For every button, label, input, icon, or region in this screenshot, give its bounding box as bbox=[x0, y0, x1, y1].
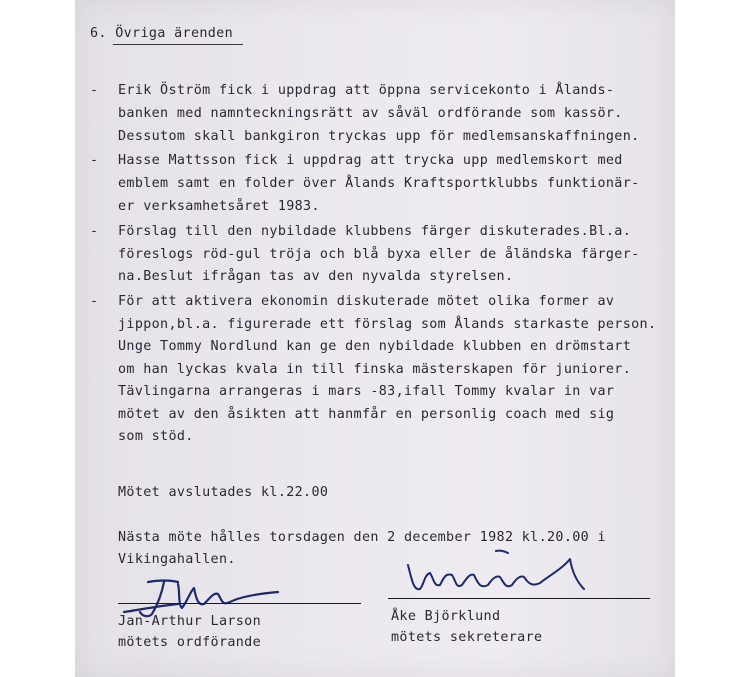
item-3-line-2: föreslogs röd-gul tröja och blå byxa eller de åländska färger- bbox=[118, 247, 640, 262]
item-2-line-2: emblem samt en folder över Ålands Kraftsportklubbs funktionär- bbox=[118, 176, 640, 191]
item-4-dash: - bbox=[90, 294, 99, 309]
item-1-line-2: banken med namnteckningsrätt av såväl ordförande som kassör. bbox=[118, 106, 623, 121]
meeting-adjourned: Mötet avslutades kl.22.00 bbox=[118, 485, 329, 500]
next-meeting-line-1: Nästa möte hålles torsdagen den 2 december 1982 kl.20.00 i bbox=[118, 530, 606, 545]
item-2-line-3: er verksamhetsåret 1983. bbox=[118, 199, 320, 214]
item-4-line-7: som stöd. bbox=[118, 429, 194, 444]
item-1-line-1: Erik Öström fick i uppdrag att öppna servicekonto i Ålands- bbox=[118, 83, 615, 98]
item-3-line-1: Förslag till den nybildade klubbens färger diskuterades.Bl.a. bbox=[118, 224, 632, 239]
item-1-line-3: Dessutom skall bankgiron tryckas upp för medlemsanskaffningen. bbox=[118, 129, 640, 144]
secretary-name: Åke Björklund bbox=[391, 609, 501, 624]
item-4-line-1: För att aktivera ekonomin diskuterade mötet olika former av bbox=[118, 294, 615, 309]
chairman-signature bbox=[118, 570, 288, 620]
chairman-name: Jan-Arthur Larson bbox=[118, 614, 262, 629]
item-4-line-4: om han lyckas kvala in till finska mästerskapen för juniorer. bbox=[118, 362, 632, 377]
secretary-signature bbox=[400, 545, 600, 600]
item-4-line-6: mötet av den åsikten att hanmfår en personlig coach med sig bbox=[118, 407, 615, 422]
heading-underline bbox=[113, 44, 243, 45]
item-4-line-2: jippon,bl.a. figurerade ett förslag som Ålands starkaste person. bbox=[118, 317, 657, 332]
item-4-line-3: Unge Tommy Nordlund kan ge den nybildade klubben en drömstart bbox=[118, 339, 632, 354]
item-1-dash: - bbox=[90, 83, 99, 98]
secretary-signature-line bbox=[388, 598, 650, 599]
item-2-line-1: Hasse Mattsson fick i uppdrag att trycka upp medlemskort med bbox=[118, 153, 623, 168]
chairman-signature-line bbox=[118, 603, 361, 604]
item-3-dash: - bbox=[90, 224, 99, 239]
next-meeting-line-2: Vikingahallen. bbox=[118, 552, 236, 567]
section-heading: 6. Övriga ärenden bbox=[90, 26, 234, 41]
chairman-role: mötets ordförande bbox=[118, 635, 262, 650]
secretary-role: mötets sekreterare bbox=[391, 630, 543, 645]
item-4-line-5: Tävlingarna arrangeras i mars -83,ifall Tommy kvalar in var bbox=[118, 384, 615, 399]
item-2-dash: - bbox=[90, 153, 99, 168]
item-3-line-3: na.Beslut ifrågan tas av den nyvalda styrelsen. bbox=[118, 269, 514, 284]
